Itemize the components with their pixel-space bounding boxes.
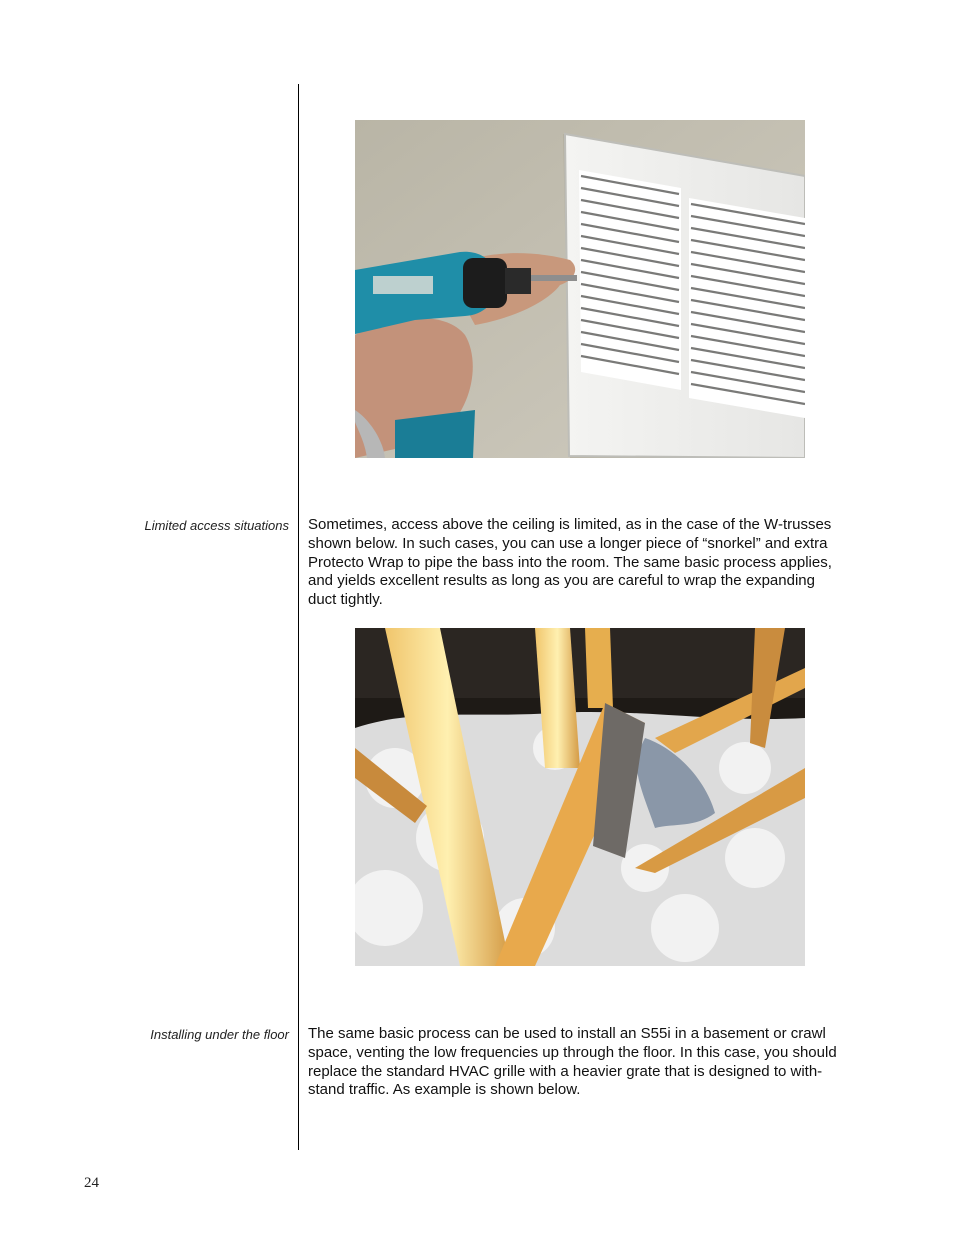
paragraph-limited-access: Sometimes, access above the ceiling is limited, as in the case of the W-trusses shown below. In such cases, you can use a longer piece of “snorkel” and extra Protecto Wrap to pipe the bass into the room. The same basic process applies, and yields excellent results as long as you are careful to wrap the expanding duct tightly. bbox=[308, 516, 832, 609]
page-number: 24 bbox=[84, 1175, 99, 1191]
column-divider-rule bbox=[298, 84, 299, 1150]
section-heading-limited-access: Limited access situations bbox=[144, 518, 289, 533]
attic-w-trusses-insulation-photo bbox=[355, 628, 805, 966]
paragraph-under-floor: The same basic process can be used to install an S55i in a basement or crawl space, venting the low frequencies up through the floor. In this case, you should replace the standard HVAC grille with a heavier grate that is designed to with-stand traffic. As example is shown below. bbox=[308, 1025, 837, 1099]
drill-installing-wall-grille-photo bbox=[355, 120, 805, 458]
section-heading-under-floor: Installing under the floor bbox=[150, 1027, 289, 1042]
